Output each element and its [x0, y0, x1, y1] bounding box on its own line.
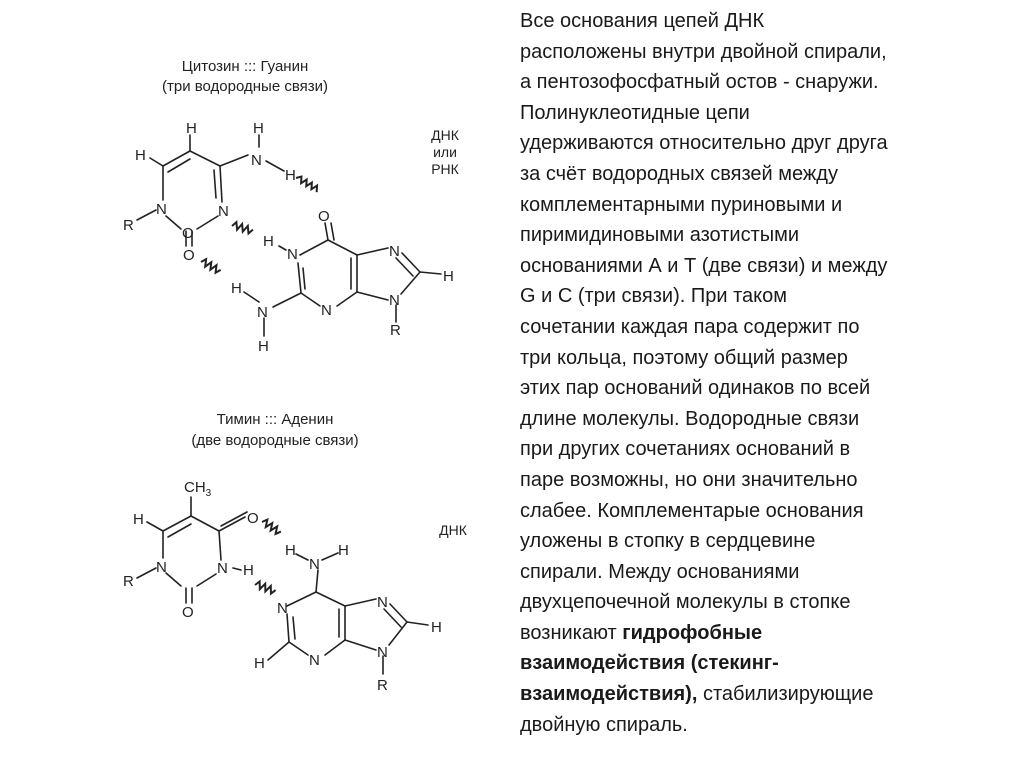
text-line: комплементарными пуриновыми и [520, 193, 843, 216]
text-line: за счёт водородных связей между [520, 162, 838, 185]
text-line: Все основания цепей ДНК [520, 10, 765, 32]
atom-n: N [156, 559, 167, 576]
atom-h: H [263, 233, 274, 250]
ta-subtitle: (две водородные связи) [191, 432, 359, 449]
atom-n: N [277, 600, 288, 617]
text-line: длине молекулы. Водородные связи [520, 407, 860, 430]
text-line: три кольца, поэтому общий размер [520, 346, 848, 369]
atom-n: N [287, 246, 298, 263]
cg-side-label-line-3: РНК [431, 161, 459, 177]
atom-n: N [321, 302, 332, 319]
atom-n: N [251, 152, 262, 169]
h-bond-3 [200, 258, 222, 275]
h-bond-2 [231, 221, 253, 234]
cg-side-label-line-1: ДНК [431, 127, 459, 143]
atom-h: H [186, 120, 197, 137]
h-bond-4 [261, 518, 282, 536]
atom-n: N [309, 556, 320, 573]
atom-h: H [258, 338, 269, 355]
h-bond-1 [295, 175, 320, 193]
atom-n: N [217, 560, 228, 577]
bold-term: взаимодействия), [520, 683, 698, 706]
bold-term: взаимодействия (стекинг- [520, 652, 779, 675]
atom-n: N [377, 644, 388, 661]
h-bond-5 [254, 580, 276, 594]
text-line: этих пар оснований одинаков по всей [520, 377, 871, 400]
ta-title: Тимин ::: Аденин [216, 411, 334, 428]
text-line: двойную спираль. [520, 713, 688, 736]
text-line: основаниями А и Т (две связи) и между [520, 254, 888, 277]
bold-term: гидрофобные [622, 621, 763, 644]
text-line: уложены в стопку в сердцевине [520, 530, 816, 553]
atom-h: H [285, 167, 296, 184]
atom-n: N [389, 243, 400, 260]
adenine-rings [268, 553, 428, 674]
text-line: паре возможны, но они значительно [520, 468, 858, 491]
text-span: стабилизирующие [697, 683, 874, 706]
atom-o: O [247, 510, 259, 527]
text-line: пиримидиновыми азотистыми [520, 224, 800, 247]
atom-h: H [231, 280, 242, 297]
atom-o: O [182, 225, 194, 242]
thymine-ring [137, 497, 247, 603]
text-line: спирали. Между основаниями [520, 560, 800, 583]
atom-n: N [156, 201, 167, 218]
methyl-group: $CH_3$ [184, 479, 212, 499]
atom-h: H [133, 511, 144, 528]
cg-side-label-line-2: или [433, 144, 457, 160]
atom-r: R [123, 573, 134, 590]
text-line: двухцепочечной молекулы в стопке [520, 591, 851, 614]
text-line: сочетании каждая пара содержит по [520, 315, 860, 338]
atom-n: N [257, 304, 268, 321]
atom-h: H [135, 147, 146, 164]
atom-h: H [443, 268, 454, 285]
text-line: при других сочетаниях оснований в [520, 438, 851, 461]
text-line: удерживаются относительно друг друга [520, 132, 888, 155]
atom-h: H [285, 542, 296, 559]
atom-n: N [218, 203, 229, 220]
hydrogen-bonds [200, 175, 320, 595]
text-line: а пентозофосфатный остов - снаружи. [520, 71, 879, 94]
cytosine-ring [137, 135, 284, 246]
atom-h: H [254, 655, 265, 672]
cg-subtitle: (три водородные связи) [161, 78, 329, 95]
atom-h: H [338, 542, 349, 559]
atom-r: R [390, 322, 401, 339]
atom-o: O [182, 604, 194, 621]
text-line [520, 618, 1000, 649]
atom-r: R [123, 217, 134, 234]
adenine-atoms [254, 542, 442, 694]
text-line [520, 679, 1000, 710]
ta-side-label: ДНК [439, 522, 467, 538]
text-line: слабее. Комплементарые основания [520, 499, 864, 522]
text-span: возникают [520, 621, 623, 644]
atom-n: N [389, 292, 400, 309]
base-pairs-diagram [0, 0, 510, 767]
atom-o: O [318, 208, 330, 225]
atom-o: O [183, 247, 195, 264]
atom-n: N [309, 652, 320, 669]
atom-n: N [377, 594, 388, 611]
cg-title: Цитозин ::: Гуанин [181, 58, 309, 75]
atom-h: H [243, 562, 254, 579]
text-line: расположены внутри двойной спирали, [520, 40, 887, 63]
atom-h: H [253, 120, 264, 137]
atom-h: H [431, 619, 442, 636]
description-text [520, 6, 1000, 740]
text-line: G и С (три связи). При таком [520, 285, 787, 308]
atom-r: R [377, 677, 388, 694]
text-line: Полинуклеотидные цепи [520, 101, 750, 124]
